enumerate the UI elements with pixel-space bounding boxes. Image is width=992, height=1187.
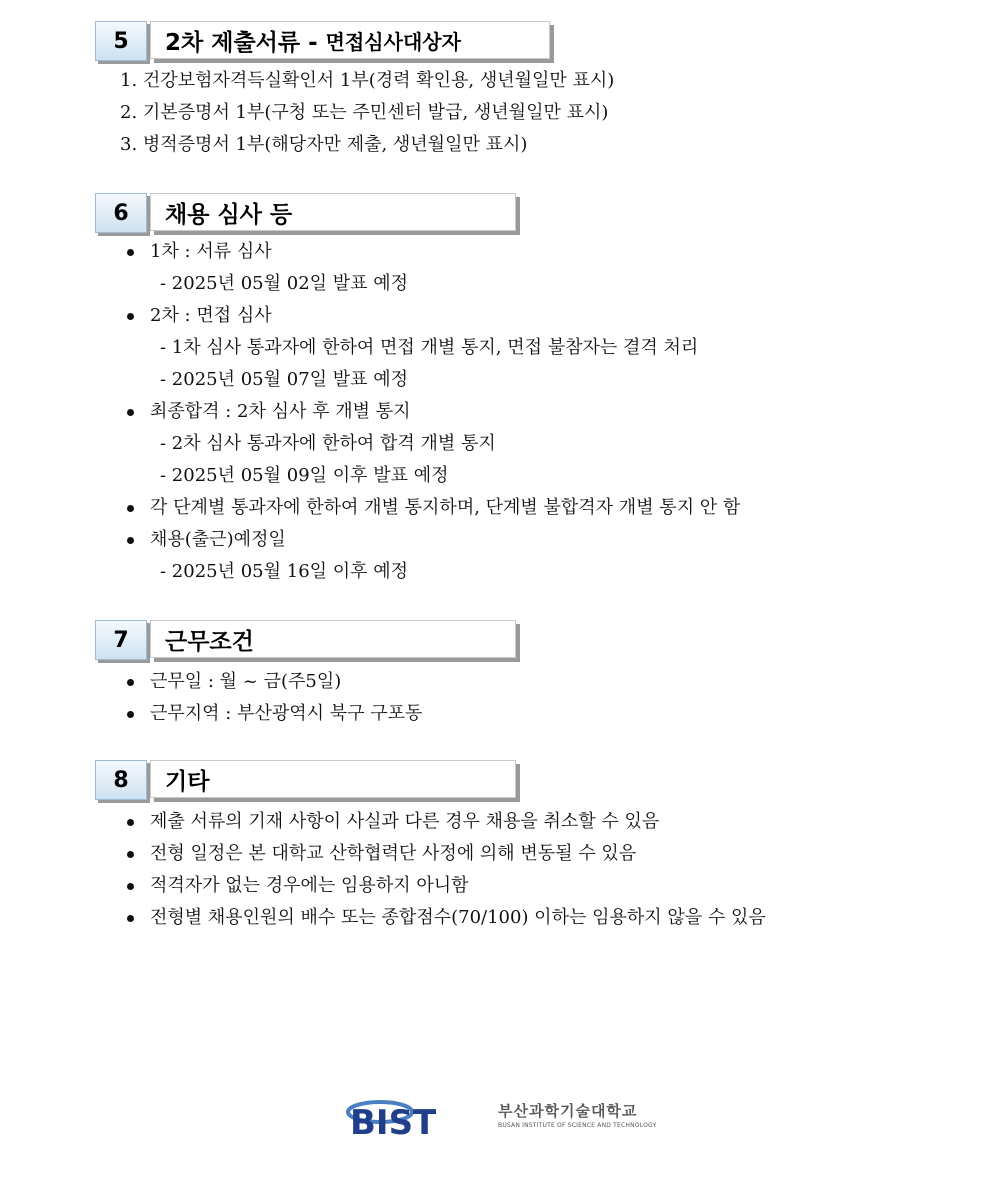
bullet-dot: [127, 313, 134, 320]
bist-logo-mark: [346, 1094, 486, 1142]
logo-name-en: BUSAN INSTITUTE OF SCIENCE AND TECHNOLOGY: [498, 1122, 657, 1129]
list-item: 적격자가 없는 경우에는 임용하지 아니함: [150, 875, 469, 896]
bullet-dot: [127, 679, 134, 686]
list-item: 2. 기본증명서 1부(구청 또는 주민센터 발급, 생년월일만 표시): [120, 102, 609, 123]
list-item: 각 단계별 통과자에 한하여 개별 통지하며, 단계별 불합격자 개별 통지 안 함: [150, 497, 741, 518]
section-number: 5: [95, 21, 147, 61]
list-item: 근무지역 : 부산광역시 북구 구포동: [150, 703, 423, 724]
sub-item: - 2차 심사 통과자에 한하여 합격 개별 통지: [160, 433, 496, 454]
bullet-dot: [127, 409, 134, 416]
section-number: 6: [95, 193, 147, 233]
bullet-dot: [127, 819, 134, 826]
bist-logo: [346, 1094, 666, 1142]
list-item: 제출 서류의 기재 사항이 사실과 다른 경우 채용을 취소할 수 있음: [150, 811, 660, 832]
list-item: 최종합격 : 2차 심사 후 개별 통지: [150, 401, 411, 422]
list-item: 2차 : 면접 심사: [150, 305, 272, 326]
bullet-dot: [127, 883, 134, 890]
bullet-dot: [127, 851, 134, 858]
list-item: 근무일 : 월 ~ 금(주5일): [150, 671, 342, 692]
sub-item: - 2025년 05월 09일 이후 발표 예정: [160, 465, 449, 486]
bullet-dot: [127, 915, 134, 922]
sub-item: - 2025년 05월 07일 발표 예정: [160, 369, 409, 390]
logo-mark-text: BIST: [350, 1103, 437, 1142]
list-item: 전형별 채용인원의 배수 또는 종합점수(70/100) 이하는 임용하지 않을 수 있음: [150, 907, 766, 928]
bullet-dot: [127, 537, 134, 544]
list-item: 3. 병적증명서 1부(해당자만 제출, 생년월일만 표시): [120, 134, 528, 155]
list-item: 채용(출근)예정일: [150, 529, 286, 550]
list-item: 1. 건강보험자격득실확인서 1부(경력 확인용, 생년월일만 표시): [120, 70, 615, 91]
section-number: 8: [95, 760, 147, 800]
section-title-sub: 면접심사대상자: [325, 29, 461, 54]
section-title: 채용 심사 등: [150, 193, 516, 231]
list-item: 전형 일정은 본 대학교 산학협력단 사정에 의해 변동될 수 있음: [150, 843, 637, 864]
list-item: 1차 : 서류 심사: [150, 241, 272, 262]
section-number: 7: [95, 620, 147, 660]
sub-item: - 2025년 05월 02일 발표 예정: [160, 273, 409, 294]
section-title-main: 2차 제출서류 -: [165, 29, 326, 56]
section-title: 기타: [150, 760, 516, 798]
bullet-dot: [127, 505, 134, 512]
sub-item: - 1차 심사 통과자에 한하여 면접 개별 통지, 면접 불참자는 결격 처리: [160, 337, 699, 358]
bullet-dot: [127, 711, 134, 718]
sub-item: - 2025년 05월 16일 이후 예정: [160, 561, 409, 582]
section-title: [150, 21, 550, 59]
logo-name-kr: 부산과학기술대학교: [498, 1102, 638, 1120]
section-title: 근무조건: [150, 620, 516, 658]
bullet-dot: [127, 249, 134, 256]
